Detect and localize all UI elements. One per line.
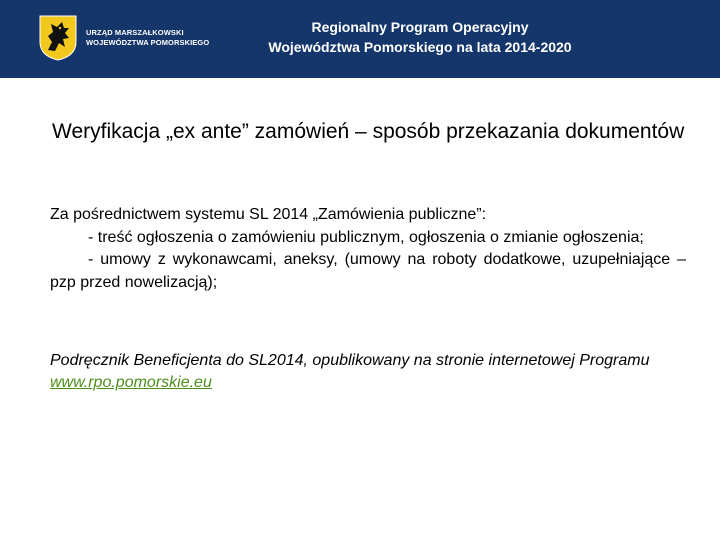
reference-note bbox=[50, 350, 650, 394]
program-title-line-1: Regionalny Program Operacyjny bbox=[311, 19, 529, 35]
body-item-announcements: - treść ogłoszenia o zamówieniu publicznym, ogłoszenia o zmianie ogłoszenia; bbox=[88, 228, 644, 246]
program-website-link[interactable]: www.rpo.pomorskie.eu bbox=[50, 374, 212, 391]
slide-body bbox=[50, 204, 686, 294]
reference-text: Podręcznik Beneficjenta do SL2014, opublikowany na stronie internetowej Programu bbox=[50, 352, 650, 369]
header-bar bbox=[0, 0, 720, 78]
body-intro: Za pośrednictwem systemu SL 2014 „Zamówienia publiczne”: bbox=[50, 206, 487, 223]
program-title bbox=[234, 17, 606, 57]
slide-title: Weryfikacja „ex ante” zamówień – sposób przekazania dokumentów bbox=[52, 120, 685, 143]
logo-text: URZĄD MARSZAŁKOWSKI WOJEWÓDZTWA POMORSKIEGO bbox=[86, 28, 210, 47]
griffin-crest-icon bbox=[38, 14, 78, 62]
program-title-line-2: Województwa Pomorskiego na lata 2014-2020 bbox=[268, 39, 572, 55]
body-item-contracts: - umowy z wykonawcami, aneksy, (umowy na roboty dodatkowe, uzupełniające – pzp przed nowelizacją); bbox=[50, 251, 686, 291]
logo bbox=[38, 14, 209, 62]
